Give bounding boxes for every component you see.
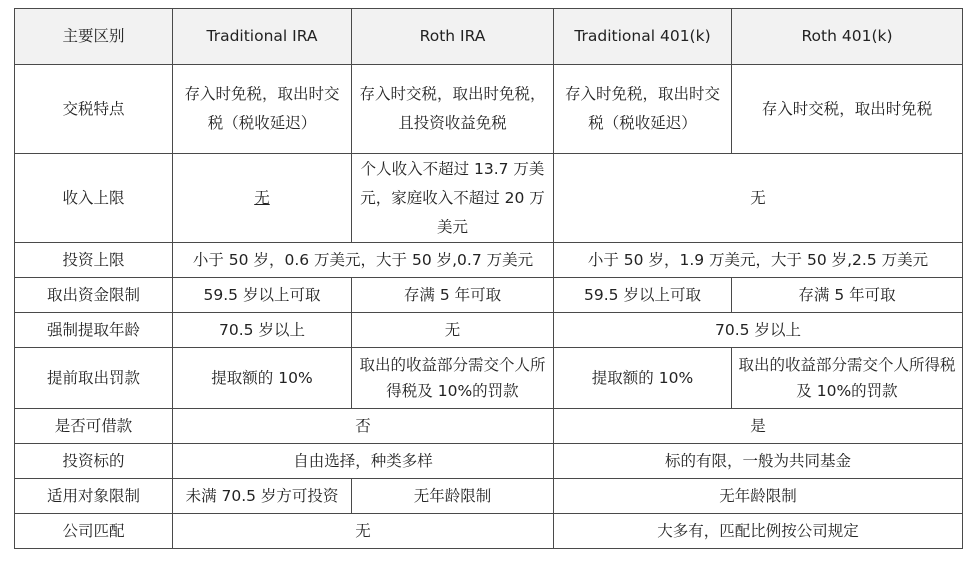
cell-withdraw-roth-ira: 存满 5 年可取 (352, 278, 554, 313)
cell-mandatory-age-roth-ira: 无 (352, 313, 554, 348)
table-row-invest-cap (15, 243, 963, 278)
cell-mandatory-age-traditional-ira: 70.5 岁以上 (173, 313, 352, 348)
table-header-row (15, 9, 963, 65)
cell-tax-traditional-401k: 存入时免税，取出时交税（税收延迟） (554, 65, 732, 154)
cell-eligibility-traditional-ira: 未满 70.5 岁方可投资 (173, 479, 352, 514)
cell-income-cap-401k: 无 (554, 154, 963, 243)
row-label-income-cap: 收入上限 (15, 154, 173, 243)
row-label-loan: 是否可借款 (15, 409, 173, 444)
cell-tax-roth-ira: 存入时交税，取出时免税，且投资收益免税 (352, 65, 554, 154)
table-row-income-cap (15, 154, 963, 243)
row-label-withdraw-limit: 取出资金限制 (15, 278, 173, 313)
cell-company-match-ira: 无 (173, 514, 554, 549)
table-row-early-penalty (15, 348, 963, 409)
cell-investment-target-ira: 自由选择，种类多样 (173, 444, 554, 479)
table-row-company-match (15, 514, 963, 549)
row-label-tax: 交税特点 (15, 65, 173, 154)
cell-tax-roth-401k: 存入时交税，取出时免税 (732, 65, 963, 154)
row-label-company-match: 公司匹配 (15, 514, 173, 549)
retirement-account-comparison-table (14, 8, 963, 549)
table-row-withdraw-limit (15, 278, 963, 313)
table-row-investment-target (15, 444, 963, 479)
cell-penalty-roth-ira: 取出的收益部分需交个人所得税及 10%的罚款 (352, 348, 554, 409)
row-label-investment-target: 投资标的 (15, 444, 173, 479)
cell-invest-cap-401k: 小于 50 岁，1.9 万美元，大于 50 岁,2.5 万美元 (554, 243, 963, 278)
header-traditional-401k: Traditional 401(k) (554, 9, 732, 65)
cell-income-cap-traditional-ira (173, 154, 352, 243)
cell-eligibility-401k: 无年龄限制 (554, 479, 963, 514)
header-main-difference: 主要区别 (15, 9, 173, 65)
cell-mandatory-age-401k: 70.5 岁以上 (554, 313, 963, 348)
cell-penalty-traditional-401k: 提取额的 10% (554, 348, 732, 409)
table-row-loan (15, 409, 963, 444)
header-roth-401k: Roth 401(k) (732, 9, 963, 65)
table-row-mandatory-age (15, 313, 963, 348)
cell-penalty-traditional-ira: 提取额的 10% (173, 348, 352, 409)
header-roth-ira: Roth IRA (352, 9, 554, 65)
cell-company-match-401k: 大多有，匹配比例按公司规定 (554, 514, 963, 549)
cell-investment-target-401k: 标的有限，一般为共同基金 (554, 444, 963, 479)
header-traditional-ira: Traditional IRA (173, 9, 352, 65)
comparison-table-container (14, 8, 963, 549)
cell-withdraw-traditional-ira: 59.5 岁以上可取 (173, 278, 352, 313)
cell-withdraw-traditional-401k: 59.5 岁以上可取 (554, 278, 732, 313)
cell-withdraw-roth-401k: 存满 5 年可取 (732, 278, 963, 313)
cell-loan-401k: 是 (554, 409, 963, 444)
cell-tax-traditional-ira: 存入时免税，取出时交税（税收延迟） (173, 65, 352, 154)
cell-invest-cap-ira: 小于 50 岁，0.6 万美元，大于 50 岁,0.7 万美元 (173, 243, 554, 278)
cell-loan-ira: 否 (173, 409, 554, 444)
row-label-early-penalty: 提前取出罚款 (15, 348, 173, 409)
cell-eligibility-roth-ira: 无年龄限制 (352, 479, 554, 514)
row-label-mandatory-age: 强制提取年龄 (15, 313, 173, 348)
table-row-eligibility (15, 479, 963, 514)
row-label-eligibility: 适用对象限制 (15, 479, 173, 514)
income-cap-traditional-ira-value: 无 (254, 188, 270, 207)
cell-income-cap-roth-ira: 个人收入不超过 13.7 万美元，家庭收入不超过 20 万美元 (352, 154, 554, 243)
row-label-invest-cap: 投资上限 (15, 243, 173, 278)
table-row-tax (15, 65, 963, 154)
cell-penalty-roth-401k: 取出的收益部分需交个人所得税及 10%的罚款 (732, 348, 963, 409)
